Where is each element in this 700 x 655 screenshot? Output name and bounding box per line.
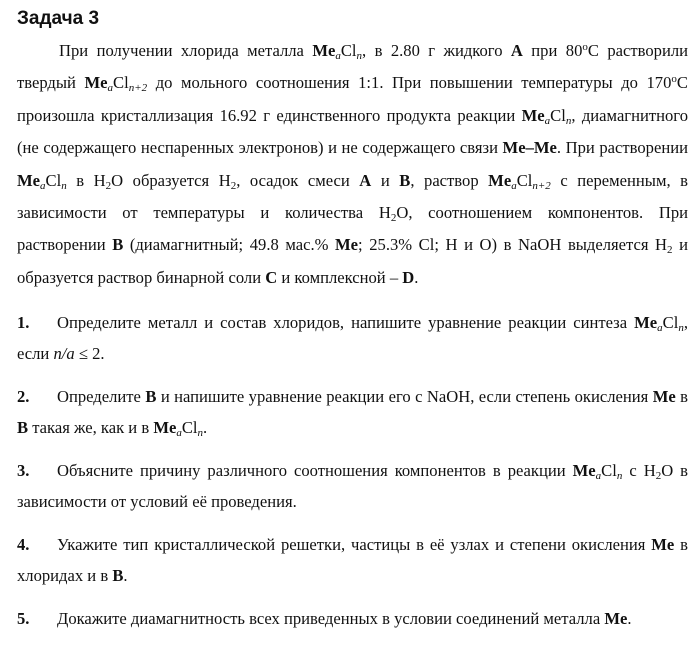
formula-index: a — [544, 114, 551, 127]
text-run: и комплексной – — [277, 267, 403, 287]
compound-label: B — [112, 565, 124, 585]
text-run: в H — [66, 170, 106, 190]
formula-cl: Cl — [601, 461, 617, 481]
formula-metal: Me — [572, 461, 596, 481]
compound-label: B — [17, 417, 29, 437]
text-run: Определите металл и состав хлоридов, напишите уравнение реакции синтеза — [57, 313, 635, 333]
formula-cl: Cl — [516, 170, 533, 190]
formula-metal: Me — [335, 235, 359, 255]
formula-index: a — [511, 179, 517, 192]
compound-label: B — [399, 170, 411, 190]
text-run: такая же, как и в — [28, 417, 154, 437]
text-run: . — [627, 609, 632, 629]
text-run: , диамагнитного (не содержащего неспаренных электронов) и не содержащего связи — [17, 105, 688, 158]
text-run: . При растворении — [556, 138, 688, 158]
text-run: O, соотношением компонентов. При растворении — [17, 203, 688, 255]
text-run: С растворили твердый — [17, 41, 688, 93]
formula-metal: Me — [488, 170, 512, 190]
text-run: в — [675, 387, 689, 407]
formula-cl: Cl — [181, 417, 198, 437]
text-run: Докажите диамагнитность всех приведенных в условии соединений металла — [57, 609, 605, 629]
formula-cl: Cl — [662, 313, 679, 333]
text-run: с переменным, в зависимости от температуры и количества H — [17, 170, 688, 223]
text-run: При получении хлорида металла — [59, 41, 313, 60]
text-run: и образуется раствор бинарной соли — [17, 235, 689, 287]
subscript: 2 — [667, 244, 673, 257]
text-run: в хлоридах и в — [17, 535, 688, 585]
formula-cl: Cl — [340, 41, 357, 60]
question-4 — [17, 530, 688, 591]
compound-label: B — [145, 387, 157, 407]
formula-index: n — [356, 50, 363, 62]
subscript: 2 — [105, 179, 112, 192]
text-run: Определите — [57, 387, 146, 407]
text-run: . — [414, 267, 419, 287]
text-run: Укажите тип кристаллической решетки, частицы в её узлах и степени окисления — [57, 535, 652, 555]
compound-label: C — [265, 267, 278, 287]
formula-index: a — [335, 50, 341, 62]
question-2 — [17, 382, 688, 443]
problem-statement — [17, 35, 688, 294]
formula-metal: Me — [604, 609, 628, 629]
subscript: 2 — [655, 470, 662, 483]
text-run: (диамагнитный; 49.8 мас.% — [123, 235, 336, 255]
formula-index: n — [616, 470, 623, 483]
formula-index: n — [565, 114, 572, 127]
subscript: 2 — [390, 212, 397, 225]
degree-mark: o — [671, 73, 677, 86]
text-run: до мольного соотношения 1:1. При повышении температуры до 170 — [147, 73, 672, 93]
text-run: и напишите уравнение реакции его с NaOH, если степень окисления — [156, 387, 653, 407]
formula-cl: Cl — [550, 105, 566, 125]
question-3 — [17, 456, 688, 517]
text-run: и — [371, 170, 400, 190]
formula-cl: Cl — [45, 170, 62, 190]
formula-metal: Me — [312, 41, 336, 60]
formula-index: n+2 — [532, 179, 551, 192]
degree-mark: o — [582, 41, 588, 53]
formula-index: a — [176, 426, 182, 439]
formula-metal: Me — [17, 170, 41, 190]
question-number: 4. — [17, 535, 30, 555]
text-run: , осадок смеси — [236, 170, 360, 190]
text-run: С произошла кристаллизация 16.92 г единственного продукта реакции — [17, 73, 688, 125]
formula-metal: Me — [651, 535, 675, 555]
text-run: ; 25.3% Cl; H и O) в NaOH выделяется H — [358, 235, 668, 255]
formula-index: n+2 — [128, 82, 148, 95]
compound-label: A — [359, 170, 372, 190]
formula-metal: Me — [521, 105, 545, 125]
formula-index: n — [197, 426, 204, 439]
question-number: 5. — [17, 609, 30, 629]
formula-index: a — [657, 322, 663, 335]
formula-metal: Me — [634, 313, 658, 333]
text-run: , в 2.80 г жидкого — [362, 41, 511, 60]
compound-label: D — [402, 267, 415, 287]
formula-metal: Me — [84, 73, 108, 93]
subscript: 2 — [230, 179, 237, 192]
text-run: O образуется H — [111, 170, 231, 190]
question-number: 1. — [17, 313, 30, 333]
formula-cl: Cl — [113, 73, 129, 93]
text-run: , если — [17, 313, 688, 363]
compound-label: B — [112, 235, 124, 255]
text-run: O в зависимости от условий её проведения. — [17, 461, 688, 511]
ratio-expression: n/a — [53, 343, 75, 363]
formula-metal: Me — [153, 417, 177, 437]
bond-label: Me–Me — [502, 138, 557, 158]
question-number: 2. — [17, 387, 30, 407]
formula-index: n — [61, 179, 67, 192]
text-run: , раствор — [410, 170, 489, 190]
text-run: с H — [622, 461, 656, 481]
text-run: . — [123, 565, 128, 585]
formula-index: n — [678, 322, 684, 335]
formula-index: a — [40, 179, 46, 192]
text-run: ≤ 2. — [74, 343, 105, 363]
formula-index: a — [107, 82, 113, 95]
formula-index: a — [595, 470, 602, 483]
problem-title: Задача 3 — [17, 8, 100, 29]
text-run: . — [203, 417, 208, 437]
question-5 — [17, 604, 688, 635]
question-number: 3. — [17, 461, 30, 481]
text-run: Объясните причину различного соотношения компонентов в реакции — [57, 461, 573, 481]
formula-metal: Me — [652, 387, 676, 407]
text-run: при 80 — [522, 41, 583, 60]
question-1 — [17, 308, 688, 369]
compound-label: A — [510, 41, 523, 60]
